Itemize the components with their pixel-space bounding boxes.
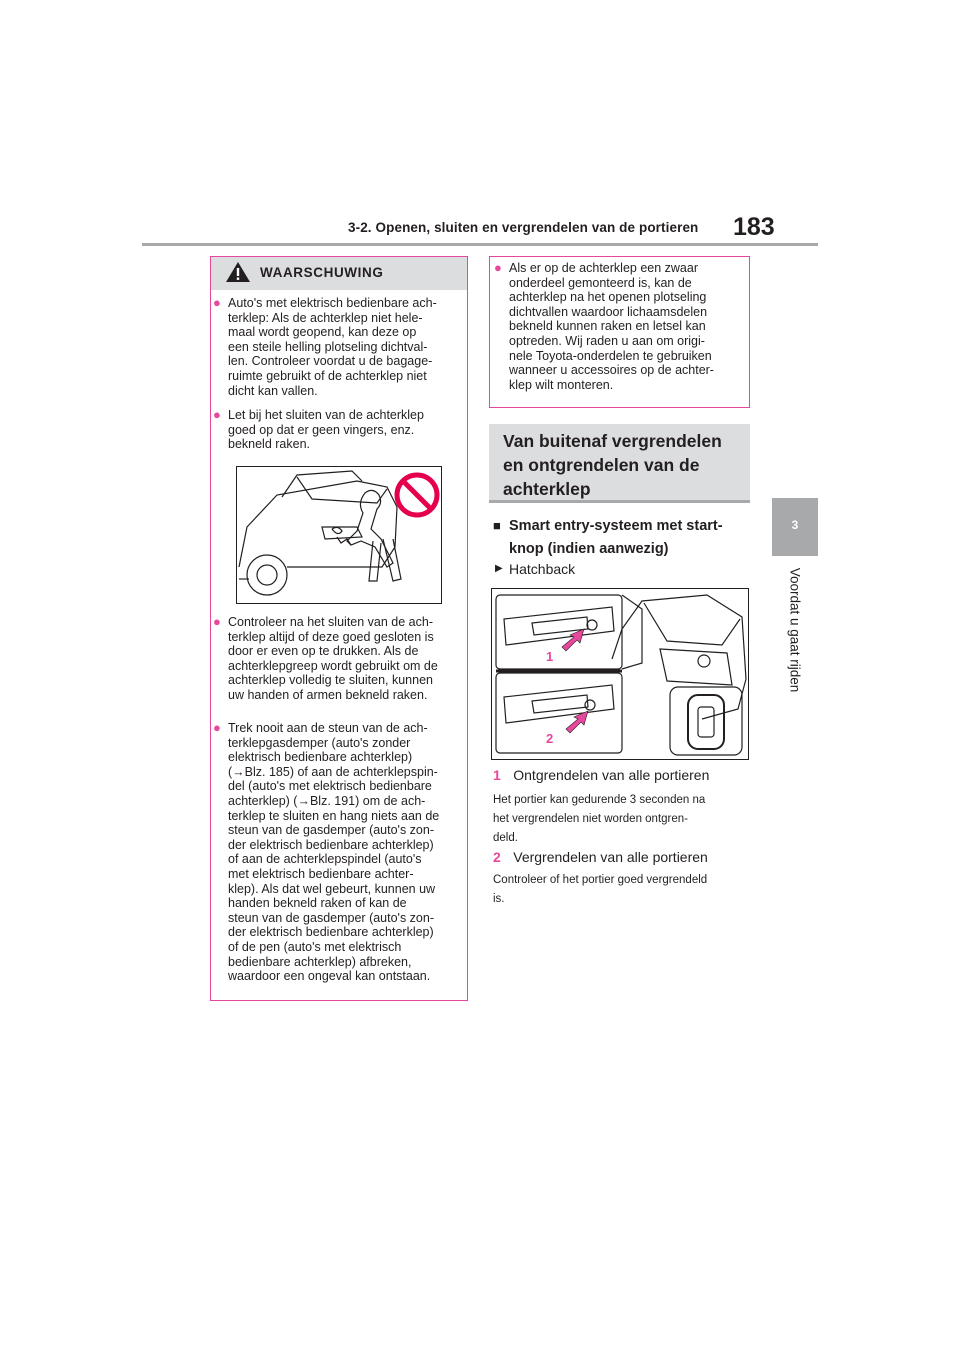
chapter-tab-number: 3 [791, 518, 799, 532]
chapter-tab-label: Voordat u gaat rijden [787, 567, 803, 693]
warning-item-4: Trek nooit aan de steun van de ach- terklepgasdemper (auto's zonder elektrisch bedienbare achterklep) (→Blz. 185) of aan de achterklepspin- del (auto's met elektrisch bedienbare achterklep) (→Blz. 191) om de ach- terklep te sluiten en hang niets aan de steun van de gasdemper (auto's zon- der elektrisch bedienbare achterklep) of aan de achterklepspindel (auto's met elektrisch bedienbare achter- klep). Als dat wel gebeurt, kunnen uw handen bekneld raken of kan de steun van de gasdemper (auto's zon- der elektrisch bedienbare achterklep) of de pen (auto's met elektrisch bedienbare achterklep) afbreken, waardoor een ongeval kan ontstaan. [228, 721, 440, 984]
step-2-desc: Controleer of het portier goed vergrendeld is. [493, 874, 708, 905]
note-text: Als er op de achterklep een zwaar onderdeel gemonteerd is, kan de achterklep na het openen plotseling dichtvallen waardoor lichaamsdelen bekneld kunnen raken en letsel kan optreden. Wij raden u aan om origi- nele Toyota-onderdelen te gebruiken wanneer u accessoires op de achter- klep wilt monteren. [509, 261, 714, 392]
step-2 [493, 849, 708, 867]
bullet-dot-icon: ● [213, 407, 221, 422]
warning-item-2: Let bij het sluiten van de achterklep goed op dat er geen vingers, enz. bekneld raken. [228, 408, 424, 452]
step-1 [493, 767, 709, 785]
warning-triangle-icon [225, 260, 251, 284]
hatchback-lock-figure [491, 588, 749, 760]
chapter-title: 3-2. Openen, sluiten en vergrendelen van de portieren [348, 220, 699, 235]
step-1-title: Ontgrendelen van alle portieren [513, 767, 710, 783]
triangle-bullet-icon: ▶ [495, 563, 503, 574]
warning-item-3: Controleer na het sluiten van de ach- terklep altijd of deze goed gesloten is door er even op te drukken. Als de achterklepgreep wordt gebruikt om de achterklep volledig te sluiten, kunnen uw handen of armen bekneld raken. [228, 615, 438, 702]
step-1-desc: Het portier kan gedurende 3 seconden na het vergrendelen niet worden ontgren- deld. [493, 794, 706, 844]
bullet-dot-icon: ● [213, 295, 221, 310]
step-1-number: 1 [493, 767, 501, 783]
tailgate-warning-illustration [236, 466, 442, 604]
hatchback-illustration [492, 589, 748, 759]
figure-label-1: 1 [546, 649, 554, 664]
warning-item-1: Auto's met elektrisch bedienbare ach- terklep: Als de achterklep niet hele- maal wordt geopend, kan deze op een steile helling plotseling dichtval- len. Controleer voordat u de bagage- ruimte gebruikt of de achterklep niet dicht kan vallen. [228, 296, 437, 398]
bullet-dot-icon: ● [213, 614, 221, 629]
step-2-title: Vergrendelen van alle portieren [513, 849, 708, 865]
square-bullet-icon: ■ [493, 518, 501, 533]
bullet-dot-icon: ● [494, 260, 502, 275]
section-title: Van buitenaf vergrendelen en ontgrendelen van de achterklep [503, 431, 722, 499]
bullet-dot-icon: ● [213, 720, 221, 735]
page-number: 183 [733, 213, 775, 241]
variant-label: Hatchback [509, 561, 576, 577]
figure-label-2: 2 [546, 731, 554, 746]
car-tailgate-illustration [237, 467, 441, 603]
subheading: Smart entry-systeem met start- knop (indien aanwezig) [509, 518, 723, 557]
warning-title: WAARSCHUWING [260, 265, 384, 280]
header-rule [142, 243, 818, 246]
step-2-number: 2 [493, 849, 501, 865]
